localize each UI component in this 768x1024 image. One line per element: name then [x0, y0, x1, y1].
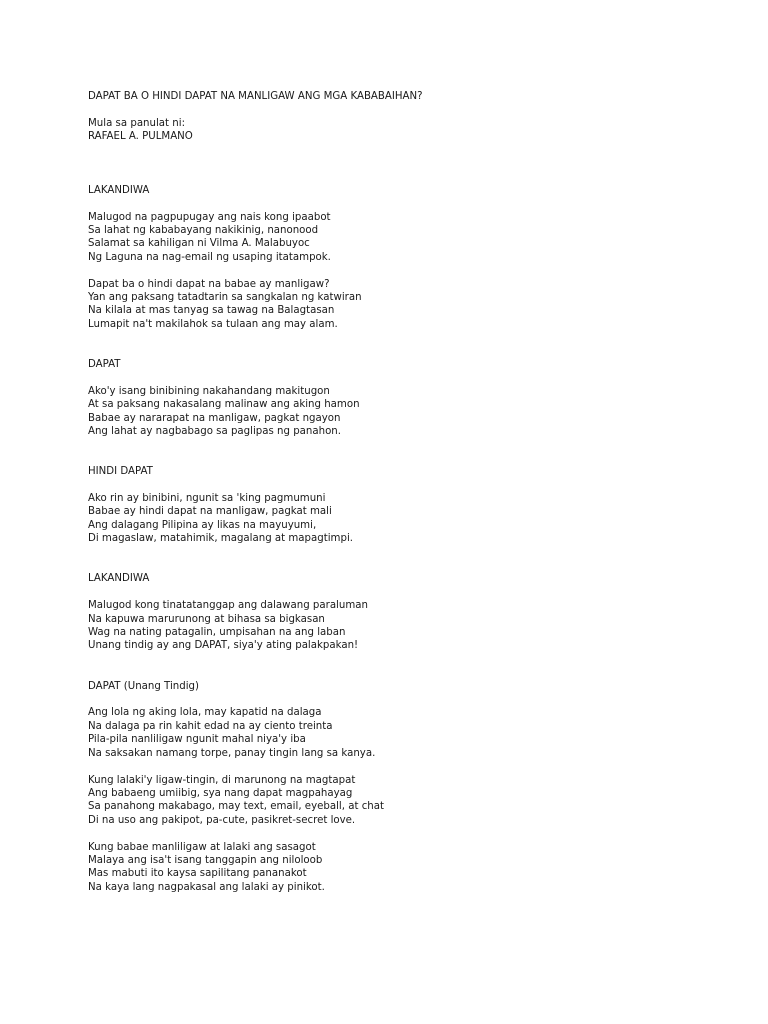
section-heading: DAPAT (Unang Tindig) [88, 680, 199, 692]
poem-section [88, 358, 728, 438]
poem-section [88, 184, 728, 331]
section-heading: LAKANDIWA [88, 573, 150, 585]
poem-section [88, 465, 728, 545]
verse-line: Dapat ba o hindi dapat na babae ay manligaw? [88, 278, 330, 290]
verse-line: At sa paksang nakasalang malinaw ang aking hamon [88, 399, 360, 411]
document-page [88, 90, 728, 894]
section-heading: LAKANDIWA [88, 184, 150, 196]
verse-line: Ang lola ng aking lola, may kapatid na dalaga [88, 707, 322, 719]
spacer [88, 103, 728, 116]
verse-line: Di magaslaw, matahimik, magalang at mapagtimpi. [88, 533, 354, 545]
verse-line: Ang dalagang Pilipina ay likas na mayuyumi, [88, 519, 317, 531]
verse-line: Kung babae manliligaw at lalaki ang sasagot [88, 841, 316, 853]
verse-line: Babae ay hindi dapat na manligaw, pagkat mali [88, 506, 332, 518]
stanza [88, 278, 728, 332]
author-name: RAFAEL A. PULMANO [88, 131, 193, 143]
spacer [88, 586, 728, 599]
verse-line: Ang lahat ay nagbabago sa paglipas ng panahon. [88, 426, 342, 438]
stanza [88, 599, 728, 653]
verse-line: Kung lalaki'y ligaw-tingin, di marunong na magtapat [88, 774, 356, 786]
stanza [88, 211, 728, 265]
stanza [88, 841, 728, 895]
verse-line: Ng Laguna na nag-email ng usaping itatampok. [88, 251, 331, 263]
document-title: DAPAT BA O HINDI DAPAT NA MANLIGAW ANG MGA KABABAIHAN? [88, 91, 423, 102]
section-heading: DAPAT [88, 359, 121, 371]
verse-line: Unang tindig ay ang DAPAT, siya'y ating palakpakan! [88, 640, 359, 652]
verse-line: Malugod kong tinatatanggap ang dalawang paraluman [88, 600, 368, 612]
stanza [88, 385, 728, 439]
spacer [88, 546, 728, 573]
spacer [88, 479, 728, 492]
spacer [88, 264, 728, 277]
verse-line: Malaya ang isa't isang tanggapin ang niloloob [88, 854, 323, 866]
verse-line: Ako rin ay binibini, ngunit sa 'king pagmumuni [88, 493, 326, 505]
spacer [88, 438, 728, 465]
verse-line: Wag na nating patagalin, umpisahan na ang laban [88, 627, 346, 639]
spacer [88, 197, 728, 210]
verse-line: Na saksakan namang torpe, panay tingin lang sa kanya. [88, 747, 376, 759]
spacer [88, 827, 728, 840]
verse-line: Pila-pila nanliligaw ngunit mahal niya'y iba [88, 734, 306, 746]
stanza [88, 774, 728, 828]
verse-line: Sa lahat ng kababayang nakikinig, nanonood [88, 225, 319, 236]
spacer [88, 760, 728, 773]
stanza [88, 492, 728, 546]
spacer [88, 371, 728, 384]
verse-line: Salamat sa kahiligan ni Vilma A. Malabuyoc [88, 238, 310, 250]
section-heading: HINDI DAPAT [88, 466, 153, 478]
verse-line: Lumapit na't makilahok sa tulaan ang may alam. [88, 318, 338, 330]
poem-section [88, 680, 728, 894]
verse-line: Na kaya lang nagpakasal ang lalaki ay pinikot. [88, 881, 325, 893]
author-intro: Mula sa panulat ni: [88, 117, 185, 129]
verse-line: Sa panahong makabago, may text, email, eyeball, at chat [88, 801, 384, 813]
verse-line: Mas mabuti ito kaysa sapilitang pananakot [88, 868, 307, 880]
verse-line: Na dalaga pa rin kahit edad na ay ciento treinta [88, 720, 333, 732]
verse-line: Na kilala at mas tanyag sa tawag na Balagtasan [88, 305, 335, 317]
spacer [88, 331, 728, 358]
verse-line: Di na uso ang pakipot, pa-cute, pasikret-secret love. [88, 814, 356, 826]
spacer [88, 693, 728, 706]
verse-line: Na kapuwa marurunong at bihasa sa bigkasan [88, 613, 325, 625]
verse-line: Ang babaeng umiibig, sya nang dapat magpahayag [88, 787, 353, 799]
spacer [88, 144, 728, 184]
poem-section [88, 572, 728, 652]
verse-line: Yan ang paksang tatadtarin sa sangkalan ng katwiran [88, 292, 362, 304]
verse-line: Babae ay nararapat na manligaw, pagkat ngayon [88, 412, 341, 424]
verse-line: Ako'y isang binibining nakahandang makitugon [88, 385, 330, 397]
spacer [88, 653, 728, 680]
verse-line: Malugod na pagpupugay ang nais kong ipaabot [88, 211, 331, 223]
stanza [88, 706, 728, 760]
